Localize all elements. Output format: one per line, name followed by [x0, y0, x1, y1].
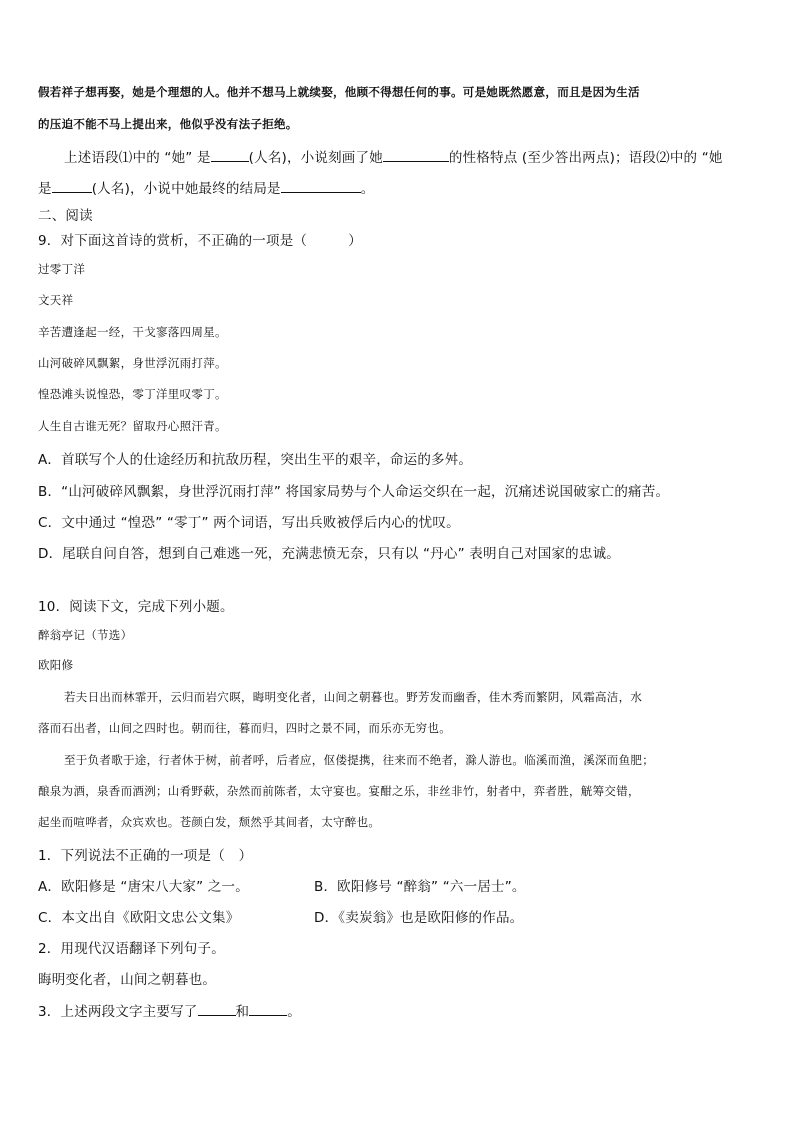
answer-blank[interactable] — [249, 1003, 287, 1016]
essay-title: 醉翁亭记（节选） — [38, 628, 133, 642]
essay-author: 欧阳修 — [38, 658, 74, 672]
option-a[interactable]: A．首联写个人的仕途经历和抗敌历程，突出生平的艰辛，命运的多舛。 — [38, 452, 473, 468]
passage-line: 假若祥子想再娶，她是个理想的人。他并不想马上就续娶，他顾不得想任何的事。可是她既然愿意，而且是因为生活 — [38, 85, 640, 99]
option-c[interactable]: C．文中通过 “惶恐” “零丁” 两个词语，写出兵败被俘后内心的忧叹。 — [38, 515, 460, 531]
essay-paragraph-line: 若夫日出而林霏开，云归而岩穴暝，晦明变化者，山间之朝暮也。野芳发而幽香，佳木秀而繁阴，风霜高洁，水 — [64, 690, 643, 704]
q8-text: 的性格特点 (至少答出两点)；语段⑵中的 “她 — [448, 150, 723, 166]
subquestion-1-stem: 1．下列说法不正确的一项是（ ） — [38, 848, 253, 864]
answer-blank[interactable] — [281, 180, 361, 193]
poem-line: 辛苦遭逢起一经，干戈寥落四周星。 — [38, 325, 227, 339]
q8-text: 上述语段⑴中的 “她” 是 — [64, 150, 211, 166]
option-b[interactable]: B．“山河破碎风飘絮，身世浮沉雨打萍” 将国家局势与个人命运交织在一起，沉痛述说国破家亡的痛苦。 — [38, 484, 670, 500]
q8-text: (人名)，小说中她最终的结局是 — [91, 181, 281, 197]
option-b[interactable]: B．欧阳修号 “醉翁” “六一居士”。 — [314, 879, 526, 895]
option-d[interactable]: D．《卖炭翁》也是欧阳修的作品。 — [314, 910, 524, 926]
subquestion-2-stem: 2．用现代汉语翻译下列句子。 — [38, 941, 225, 957]
poem-author: 文天祥 — [38, 293, 74, 307]
sub3-text: 3．上述两段文字主要写了 — [38, 1004, 198, 1020]
poem-title: 过零丁洋 — [38, 262, 86, 276]
question-9-stem: 9．对下面这首诗的赏析，不正确的一项是（ ） — [38, 233, 362, 249]
poem-line: 人生自古谁无死？留取丹心照汗青。 — [38, 419, 227, 433]
answer-blank[interactable] — [52, 180, 92, 193]
translation-sentence: 晦明变化者，山间之朝暮也。 — [38, 972, 217, 988]
essay-paragraph-line: 酿泉为酒，泉香而酒洌；山肴野蔌，杂然而前陈者，太守宴也。宴酣之乐，非丝非竹，射者中，弈者胜，觥筹交错， — [38, 784, 640, 798]
essay-paragraph-line: 落而石出者，山间之四时也。朝而往，暮而归，四时之景不同，而乐亦无穷也。 — [38, 721, 451, 735]
question-8-line-1 — [64, 146, 723, 166]
option-a[interactable]: A．欧阳修是 “唐宋八大家” 之一。 — [38, 879, 249, 895]
option-d[interactable]: D．尾联自问自答，想到自己难逃一死，充满悲愤无奈，只有以 “丹心” 表明自己对国家的忠诚。 — [38, 546, 620, 562]
question-8-line-2 — [38, 177, 374, 197]
option-c[interactable]: C．本文出自《欧阳文忠公文集》 — [38, 910, 240, 926]
q8-text: (人名)，小说刻画了她 — [248, 150, 383, 166]
q8-text: 是 — [38, 181, 52, 197]
subquestion-3 — [38, 1000, 301, 1020]
essay-paragraph-line: 起坐而喧哗者，众宾欢也。苍颜白发，颓然乎其间者，太守醉也。 — [38, 815, 381, 829]
sub3-text: 和 — [235, 1004, 250, 1020]
answer-blank[interactable] — [383, 149, 449, 162]
q8-text: 。 — [360, 181, 375, 197]
question-10-stem: 10．阅读下文，完成下列小题。 — [38, 599, 234, 615]
answer-blank[interactable] — [211, 149, 249, 162]
essay-paragraph-line: 至于负者歌于途，行者休于树，前者呼，后者应，伛偻提携，往来而不绝者，滁人游也。临溪而渔，溪深而鱼肥； — [64, 753, 654, 767]
poem-line: 惶恐滩头说惶恐，零丁洋里叹零丁。 — [38, 387, 227, 401]
section-title: 二、阅读 — [38, 208, 93, 224]
poem-line: 山河破碎风飘絮，身世浮沉雨打萍。 — [38, 356, 227, 370]
sub3-text: 。 — [287, 1004, 301, 1020]
passage-line: 的压迫不能不马上提出来，他似乎没有法子拒绝。 — [38, 117, 298, 131]
answer-blank[interactable] — [198, 1003, 236, 1016]
